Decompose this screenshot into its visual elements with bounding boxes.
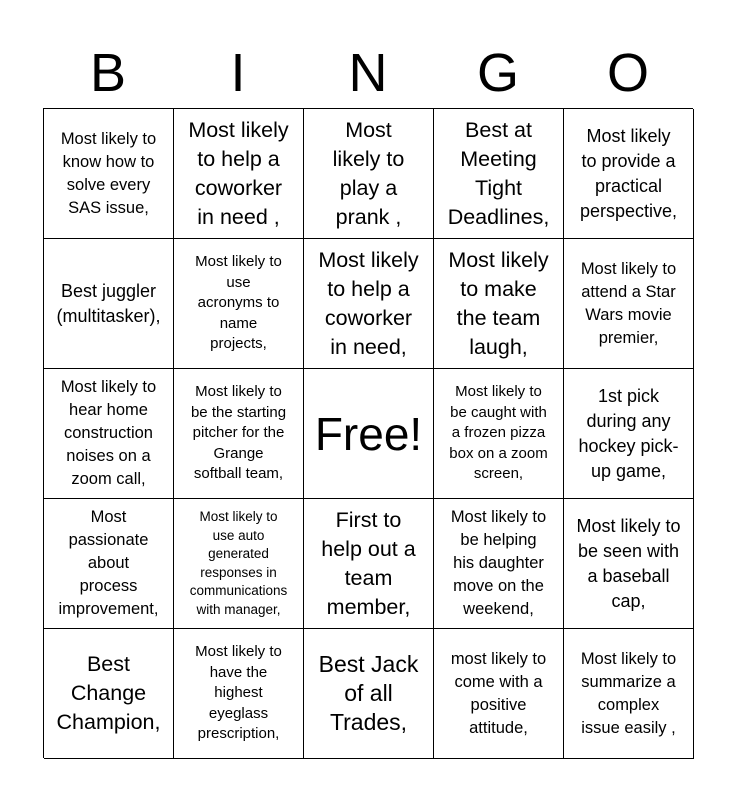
cell-text: Most likely to be helping his daughter move on the weekend,: [450, 508, 547, 618]
bingo-cell[interactable]: [564, 369, 694, 499]
bingo-cell[interactable]: [44, 369, 174, 499]
cell-text: Most likely to use auto generated responses in communications with manager,: [189, 509, 288, 617]
bingo-cell[interactable]: [564, 499, 694, 629]
bingo-board: [43, 108, 693, 758]
bingo-cell[interactable]: [44, 499, 174, 629]
header-letter-i: I: [230, 43, 246, 103]
bingo-cell[interactable]: [564, 109, 694, 239]
bingo-cell[interactable]: [44, 109, 174, 239]
bingo-cell[interactable]: [174, 499, 304, 629]
header-letter-b: B: [89, 43, 127, 103]
header-letter-o: O: [606, 43, 649, 103]
cell-text: Best at Meeting Tight Deadlines,: [447, 117, 550, 229]
bingo-cell[interactable]: [174, 629, 304, 759]
cell-text: most likely to come with a positive attitude,: [450, 649, 547, 737]
bingo-cell[interactable]: [434, 239, 564, 369]
cell-text: Most likely to help a coworker in need ,: [188, 117, 289, 229]
cell-text: Most likely to play a prank ,: [332, 117, 405, 229]
cell-text: Most likely to have the highest eyeglass prescription,: [195, 643, 282, 743]
cell-text: Most likely to be caught with a frozen pizza box on a zoom screen,: [449, 383, 548, 483]
cell-text: Best Jack of all Trades,: [318, 651, 419, 735]
cell-text: Most likely to be seen with a baseball cap,: [576, 515, 681, 611]
bingo-cell[interactable]: [304, 109, 434, 239]
cell-text: Most likely to provide a practical perspective,: [579, 125, 678, 221]
free-space-label: Free!: [314, 407, 423, 460]
free-space-cell[interactable]: [304, 369, 434, 499]
bingo-cell[interactable]: [304, 239, 434, 369]
cell-text: Most likely to help a coworker in need,: [318, 247, 419, 359]
header-letter-n: N: [348, 43, 388, 103]
cell-text: Most likely to use acronyms to name projects,: [195, 253, 282, 353]
cell-text: Most likely to summarize a complex issue easily ,: [580, 649, 677, 737]
bingo-cell[interactable]: [304, 499, 434, 629]
cell-text: Most likely to attend a Star Wars movie premier,: [580, 259, 677, 347]
bingo-cell[interactable]: [174, 369, 304, 499]
bingo-cell[interactable]: [564, 239, 694, 369]
bingo-header: [43, 38, 693, 108]
cell-text: 1st pick during any hockey pick- up game,: [578, 385, 679, 481]
bingo-cell[interactable]: [44, 629, 174, 759]
bingo-cell[interactable]: [304, 629, 434, 759]
cell-text: Best juggler (multitasker),: [56, 280, 161, 326]
cell-text: Most passionate about process improvement,: [58, 508, 159, 618]
cell-text: Most likely to be the starting pitcher for the Grange softball team,: [190, 383, 287, 483]
bingo-cell[interactable]: [174, 239, 304, 369]
bingo-cell[interactable]: [564, 629, 694, 759]
bingo-cell[interactable]: [434, 109, 564, 239]
cell-text: First to help out a team member,: [321, 507, 416, 619]
bingo-cell[interactable]: [434, 499, 564, 629]
bingo-cell[interactable]: [174, 109, 304, 239]
cell-text: Most likely to know how to solve every SAS issue,: [60, 129, 157, 217]
cell-text: Most likely to hear home construction noises on a zoom call,: [60, 378, 157, 488]
cell-text: Most likely to make the team laugh,: [448, 247, 549, 359]
header-letter-g: G: [476, 43, 519, 103]
bingo-cell[interactable]: [434, 629, 564, 759]
bingo-cell[interactable]: [434, 369, 564, 499]
bingo-cell[interactable]: [44, 239, 174, 369]
cell-text: Best Change Champion,: [56, 652, 161, 734]
